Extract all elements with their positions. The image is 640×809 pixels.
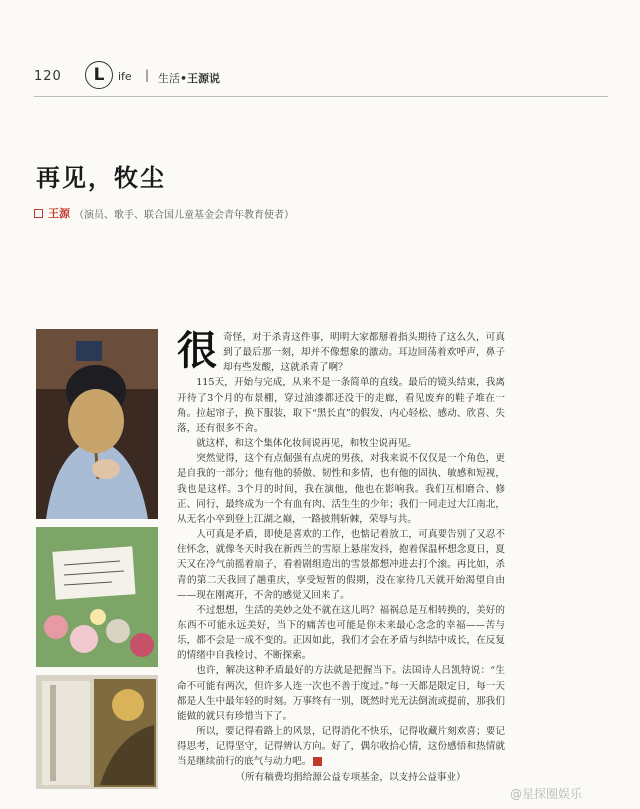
author-line — [34, 205, 294, 221]
article-body — [177, 327, 505, 785]
article-paragraph: 也许，解决这种矛盾最好的方法就是把握当下。法国诗人吕凯特说：“生命不可能有两次，但许多人连一次也不善于度过。”每一天都是限定日，每一天都是人生中最年轻的时刻。万事终有一别，既然时光无法倒流或提前，那我们能做的就只有珍惜当下了。 — [177, 665, 505, 722]
paragraph-text: 所以，要记得看路上的风景，记得消化不快乐，记得收藏片刻欢喜；要记得思考，记得坚守，记得辨认方向。好了，偶尔收拾心情，这份感悟和热情就当是继续前行的底气与动力吧。 — [177, 726, 505, 768]
section-category: 生活 — [158, 72, 180, 85]
author-description: （演员、歌手、联合国儿童基金会青年教育使者） — [74, 209, 294, 221]
photo-portrait-art — [36, 329, 158, 519]
article-paragraph — [177, 327, 505, 375]
photo-portrait — [36, 329, 158, 519]
header-separator: | — [145, 68, 150, 82]
article-footnote: （所有稿费均捐给源公益专项基金，以支持公益事业） — [235, 771, 466, 783]
photo-flowers-card — [36, 527, 158, 667]
photo-book-art — [36, 675, 158, 789]
life-logo-circle: L — [85, 61, 113, 89]
article-paragraph: 115天，开始与完成，从来不是一条简单的直线。最后的镜头结束，我离开待了3个月的布景棚，穿过油漆都还没干的走廊，看见废弃的鞋子堆在一角。拉起帘子，换下服装，取下“黑长直”的假发，内心轻松、感动、欣喜、失落，还有很多不舍。 — [177, 377, 505, 434]
article-paragraph — [177, 724, 505, 769]
article-paragraph: 突然觉得，这个有点倔强有点虎的男孩，对我来说不仅仅是一个角色，更是自我的一部分；他有他的骄傲、韧性和多情，也有他的固执、敏感和短视，我也是这样。3个月的时间，我在演他，他也在影响我。我们互相磨合、修正、同行，最终成为一个有血有肉、活生生的少年；我们一同走过大江南北，从无名小卒到登上江湖之巅，一路披荆斩棘，荣辱与共。 — [177, 453, 505, 525]
page-number: 120 — [34, 69, 62, 84]
section-column: 王源说 — [187, 72, 221, 85]
article-paragraph: 人可真是矛盾，即使是喜欢的工作，也惦记着放工，可真要告别了又忍不住怀念，就像冬天时我在新西兰的雪原上悬崖发抖，抱着保温杯想念夏日，夏天又在冷气前摇着扇子，看着剧组造出的雪景都想冲进去打个滚。再比如，杀青的第二天我回了趟重庆，享受短暂的假期，没在家待几天就开始渴望自由——现在刚离开，不舍的感觉又回来了。 — [177, 529, 505, 601]
paragraph-text: 奇怪，对于杀青这件事，明明大家都掰着指头期待了这么久，可真到了最后那一刻，却并不像想象的激动。耳边回荡着欢呼声，鼻子却有些发酸，这就杀青了啊？ — [223, 332, 505, 374]
header-rule — [34, 96, 608, 97]
life-logo-text: ife — [118, 70, 132, 83]
section-bullet: • — [180, 72, 188, 85]
end-mark-icon: G — [313, 757, 322, 766]
weibo-watermark: @星探圈娱乐 — [510, 787, 583, 801]
author-marker-icon — [34, 209, 43, 218]
photo-book-cover — [36, 675, 158, 789]
article-paragraph: 不过想想，生活的美妙之处不就在这儿吗？福祸总是互相转换的，美好的东西不可能永远美好，当下的痛苦也可能是你未来最心念念的幸福——苦与乐，都不会是一成不变的。正因如此，我们才会在矛盾与纠结中成长，在反复的情绪中自我检讨、不断探索。 — [177, 604, 505, 662]
article-title: 再见，牧尘 — [36, 163, 166, 192]
section-label — [158, 70, 220, 86]
article-paragraph: 就这样，和这个集体化妆间说再见，和牧尘说再见。 — [196, 438, 417, 450]
author-name: 王源 — [48, 207, 70, 220]
photo-flowers-art — [36, 527, 158, 667]
dropcap: 很 — [177, 327, 217, 374]
